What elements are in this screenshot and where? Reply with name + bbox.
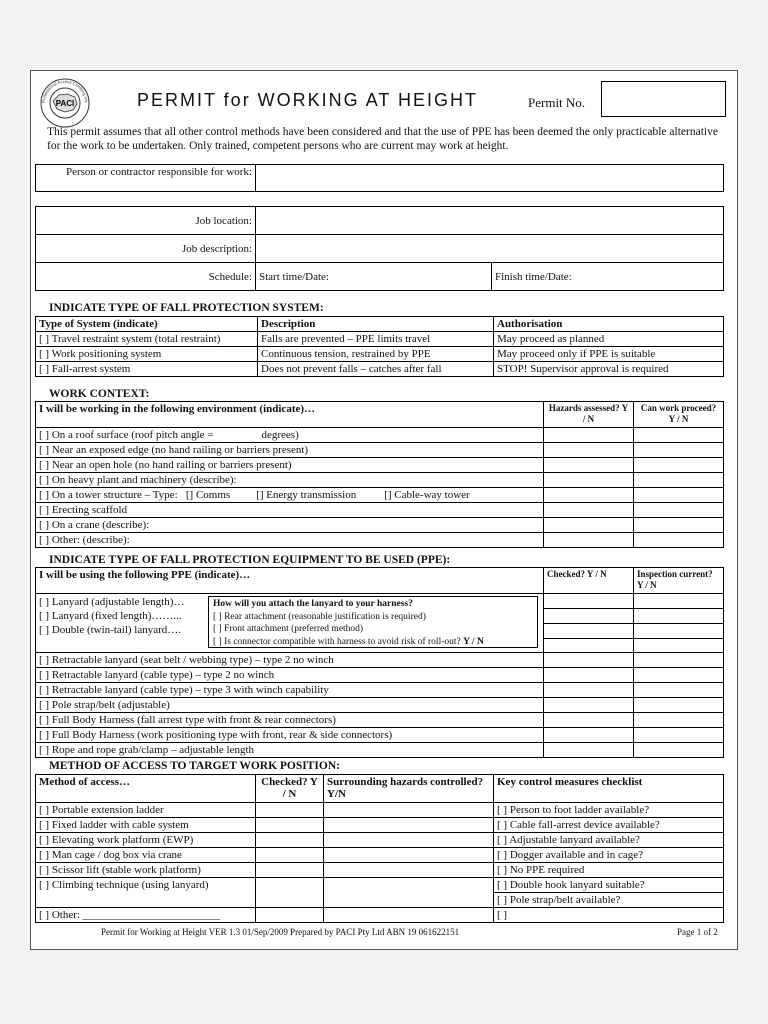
fall-system-authorisation: STOP! Supervisor approval is required: [494, 362, 724, 377]
work-context-hole[interactable]: [ ] Near an open hole (no hand railing or barriers present): [36, 458, 544, 473]
hazards-cell[interactable]: [544, 518, 634, 533]
measure-no-ppe[interactable]: [ ] No PPE required: [494, 863, 724, 878]
inspection-cell[interactable]: [634, 609, 723, 624]
access-hazards-cell[interactable]: [324, 878, 494, 908]
work-context-table: [35, 401, 724, 548]
paci-logo: [39, 77, 91, 129]
attachment-front-option[interactable]: [ ] Front attachment (preferred method): [213, 624, 364, 634]
start-time-field[interactable]: Start time/Date:: [256, 263, 492, 291]
lanyard-attachment-box: [208, 596, 538, 648]
fall-system-col-description: Description: [258, 317, 494, 332]
proceed-cell[interactable]: [634, 488, 724, 503]
measure-double-hook[interactable]: [ ] Double hook lanyard suitable?: [494, 878, 724, 893]
svg-text:Professional Access Climbing I: Professional Access Climbing Ins: [40, 78, 90, 104]
work-context-col-hazards: Hazards assessed? Y / N: [544, 402, 634, 428]
work-context-col-environment: I will be working in the following environment (indicate)…: [36, 402, 544, 428]
checked-cell[interactable]: [544, 609, 633, 624]
measure-cable-device[interactable]: [ ] Cable fall-arrest device available?: [494, 818, 724, 833]
hazards-cell[interactable]: [544, 533, 634, 548]
access-hazards-cell[interactable]: [324, 803, 494, 818]
responsible-field[interactable]: [256, 165, 724, 192]
ppe-harness-work-positioning[interactable]: [ ] Full Body Harness (work positioning type with front, rear & side connectors): [36, 728, 544, 743]
inspection-cell[interactable]: [634, 683, 724, 698]
checked-cell[interactable]: [544, 653, 634, 668]
proceed-cell[interactable]: [634, 473, 724, 488]
ppe-lanyard-fixed[interactable]: [ ] Lanyard (fixed length)……...: [39, 610, 182, 622]
fall-system-option-fall-arrest[interactable]: [ ] Fall-arrest system: [36, 362, 258, 377]
inspection-cell[interactable]: [634, 698, 724, 713]
finish-time-field[interactable]: Finish time/Date:: [492, 263, 724, 291]
job-description-field[interactable]: [256, 235, 724, 263]
access-method-fixed-ladder[interactable]: [ ] Fixed ladder with cable system: [36, 818, 256, 833]
intro-text: This permit assumes that all other control methods have been considered and that the use of PPE has been deemed the only practicable alternative for the work to be undertaken. Only trained, competent persons who are current may work at height.: [47, 126, 718, 152]
ppe-lanyard-adjustable[interactable]: [ ] Lanyard (adjustable length)…: [39, 596, 185, 608]
work-context-other[interactable]: [ ] Other: (describe):: [36, 533, 544, 548]
access-table: [35, 774, 724, 923]
checked-cell-group: [544, 594, 634, 653]
access-col-measures: Key control measures checklist: [494, 775, 724, 803]
access-hazards-cell[interactable]: [324, 848, 494, 863]
hazards-cell[interactable]: [544, 428, 634, 443]
measure-pole-strap[interactable]: [ ] Pole strap/belt available?: [494, 893, 724, 908]
checked-cell[interactable]: [544, 668, 634, 683]
fall-system-option-work-positioning[interactable]: [ ] Work positioning system: [36, 347, 258, 362]
fall-system-table: [35, 316, 724, 377]
inspection-cell[interactable]: [634, 624, 723, 639]
ppe-pole-strap[interactable]: [ ] Pole strap/belt (adjustable): [36, 698, 544, 713]
checked-cell[interactable]: [544, 639, 633, 652]
ppe-retractable-cable-type2[interactable]: [ ] Retractable lanyard (cable type) – type 2 no winch: [36, 668, 544, 683]
ppe-heading: INDICATE TYPE OF FALL PROTECTION EQUIPMENT TO BE USED (PPE):: [49, 554, 451, 566]
access-checked-cell[interactable]: [256, 833, 324, 848]
work-context-plant[interactable]: [ ] On heavy plant and machinery (describe):: [36, 473, 544, 488]
measure-foot-ladder[interactable]: [ ] Person to foot ladder available?: [494, 803, 724, 818]
work-context-heading: WORK CONTEXT:: [49, 388, 150, 400]
footer-text: Permit for Working at Height VER 1.3 01/Sep/2009 Prepared by PACI Pty Ltd ABN 19 061622151: [101, 927, 460, 937]
work-context-edge[interactable]: [ ] Near an exposed edge (no hand railing or barriers present): [36, 443, 544, 458]
proceed-cell[interactable]: [634, 533, 724, 548]
ppe-col-inspection: Inspection current? Y / N: [634, 568, 724, 594]
access-hazards-cell[interactable]: [324, 833, 494, 848]
fall-system-description: Falls are prevented – PPE limits travel: [258, 332, 494, 347]
ppe-col-checked: Checked? Y / N: [544, 568, 634, 594]
access-checked-cell[interactable]: [256, 818, 324, 833]
fall-system-authorisation: May proceed as planned: [494, 332, 724, 347]
measure-other[interactable]: [ ]: [494, 908, 724, 923]
hazards-cell[interactable]: [544, 458, 634, 473]
access-method-ewp[interactable]: [ ] Elevating work platform (EWP): [36, 833, 256, 848]
page-title: PERMIT for WORKING AT HEIGHT: [137, 90, 479, 110]
fall-system-col-authorisation: Authorisation: [494, 317, 724, 332]
ppe-lanyard-double[interactable]: [ ] Double (twin-tail) lanyard….: [39, 624, 182, 636]
measure-dogger[interactable]: [ ] Dogger available and in cage?: [494, 848, 724, 863]
work-context-col-proceed: Can work proceed? Y / N: [634, 402, 724, 428]
inspection-cell[interactable]: [634, 713, 724, 728]
fall-system-option-travel-restraint[interactable]: [ ] Travel restraint system (total restraint): [36, 332, 258, 347]
job-location-label: Job location:: [36, 207, 256, 235]
access-hazards-cell[interactable]: [324, 908, 494, 923]
checked-cell[interactable]: [544, 728, 634, 743]
svg-text:PACI: PACI: [55, 99, 75, 108]
connector-compatibility-option[interactable]: [ ] Is connector compatible with harness to avoid risk of roll-out? Y / N: [213, 636, 484, 647]
access-checked-cell[interactable]: [256, 848, 324, 863]
access-checked-cell[interactable]: [256, 908, 324, 923]
schedule-label: Schedule:: [36, 263, 256, 291]
job-table: [35, 206, 724, 291]
work-context-tower[interactable]: [ ] On a tower structure – Type: [] Comms [] Energy transmission [] Cable-way tower: [36, 488, 544, 503]
ppe-rope-grab[interactable]: [ ] Rope and rope grab/clamp – adjustable length: [36, 743, 544, 758]
access-checked-cell[interactable]: [256, 878, 324, 908]
checked-cell[interactable]: [544, 624, 633, 639]
work-context-scaffold[interactable]: [ ] Erecting scaffold: [36, 503, 544, 518]
job-description-label: Job description:: [36, 235, 256, 263]
proceed-cell[interactable]: [634, 518, 724, 533]
access-col-hazards: Surrounding hazards controlled? Y/N: [324, 775, 494, 803]
access-checked-cell[interactable]: [256, 863, 324, 878]
access-checked-cell[interactable]: [256, 803, 324, 818]
proceed-cell[interactable]: [634, 458, 724, 473]
access-col-checked: Checked? Y / N: [256, 775, 324, 803]
inspection-cell-group: [634, 594, 724, 653]
ppe-retractable-cable-type3[interactable]: [ ] Retractable lanyard (cable type) – type 3 with winch capability: [36, 683, 544, 698]
hazards-cell[interactable]: [544, 443, 634, 458]
permit-page: [30, 70, 738, 950]
inspection-cell[interactable]: [634, 668, 724, 683]
access-hazards-cell[interactable]: [324, 818, 494, 833]
responsible-table: [35, 164, 724, 192]
measure-adjustable-lanyard[interactable]: [ ] Adjustable lanyard available?: [494, 833, 724, 848]
fall-system-authorisation: May proceed only if PPE is suitable: [494, 347, 724, 362]
work-context-crane[interactable]: [ ] On a crane (describe):: [36, 518, 544, 533]
fall-system-col-type: Type of System (indicate): [36, 317, 258, 332]
inspection-cell[interactable]: [634, 594, 723, 609]
hazards-cell[interactable]: [544, 473, 634, 488]
work-context-roof[interactable]: [ ] On a roof surface (roof pitch angle = degrees): [36, 428, 544, 443]
checked-cell[interactable]: [544, 713, 634, 728]
access-col-method: Method of access…: [36, 775, 256, 803]
access-method-other[interactable]: [ ] Other: _________________________: [36, 908, 256, 923]
inspection-cell[interactable]: [634, 743, 724, 758]
permit-no-label: Permit No.: [528, 95, 586, 110]
fall-system-description: Does not prevent falls – catches after fall: [258, 362, 494, 377]
page-number: Page 1 of 2: [677, 927, 718, 937]
access-method-man-cage[interactable]: [ ] Man cage / dog box via crane: [36, 848, 256, 863]
fall-system-heading: INDICATE TYPE OF FALL PROTECTION SYSTEM:: [49, 302, 324, 314]
fall-system-description: Continuous tension, restrained by PPE: [258, 347, 494, 362]
permit-no-field[interactable]: [601, 81, 726, 117]
hazards-cell[interactable]: [544, 503, 634, 518]
access-heading: METHOD OF ACCESS TO TARGET WORK POSITION:: [49, 760, 340, 772]
access-method-scissor-lift[interactable]: [ ] Scissor lift (stable work platform): [36, 863, 256, 878]
lanyard-attachment-question: How will you attach the lanyard to your harness?: [213, 599, 413, 609]
ppe-harness-fall-arrest[interactable]: [ ] Full Body Harness (fall arrest type with front & rear connectors): [36, 713, 544, 728]
ppe-retractable-webbing[interactable]: [ ] Retractable lanyard (seat belt / webbing type) – type 2 no winch: [36, 653, 544, 668]
responsible-label: Person or contractor responsible for work:: [36, 165, 256, 192]
proceed-cell[interactable]: [634, 428, 724, 443]
checked-cell[interactable]: [544, 594, 633, 609]
proceed-cell[interactable]: [634, 503, 724, 518]
hazards-cell[interactable]: [544, 488, 634, 503]
job-location-field[interactable]: [256, 207, 724, 235]
checked-cell[interactable]: [544, 743, 634, 758]
checked-cell[interactable]: [544, 698, 634, 713]
proceed-cell[interactable]: [634, 443, 724, 458]
ppe-col-equipment: I will be using the following PPE (indicate)…: [36, 568, 544, 594]
inspection-cell[interactable]: [634, 653, 724, 668]
inspection-cell[interactable]: [634, 728, 724, 743]
access-method-portable-ladder[interactable]: [ ] Portable extension ladder: [36, 803, 256, 818]
access-hazards-cell[interactable]: [324, 863, 494, 878]
inspection-cell[interactable]: [634, 639, 723, 652]
access-method-climbing[interactable]: [ ] Climbing technique (using lanyard): [36, 878, 256, 908]
checked-cell[interactable]: [544, 683, 634, 698]
attachment-rear-option[interactable]: [ ] Rear attachment (reasonable justification is required): [213, 611, 426, 622]
